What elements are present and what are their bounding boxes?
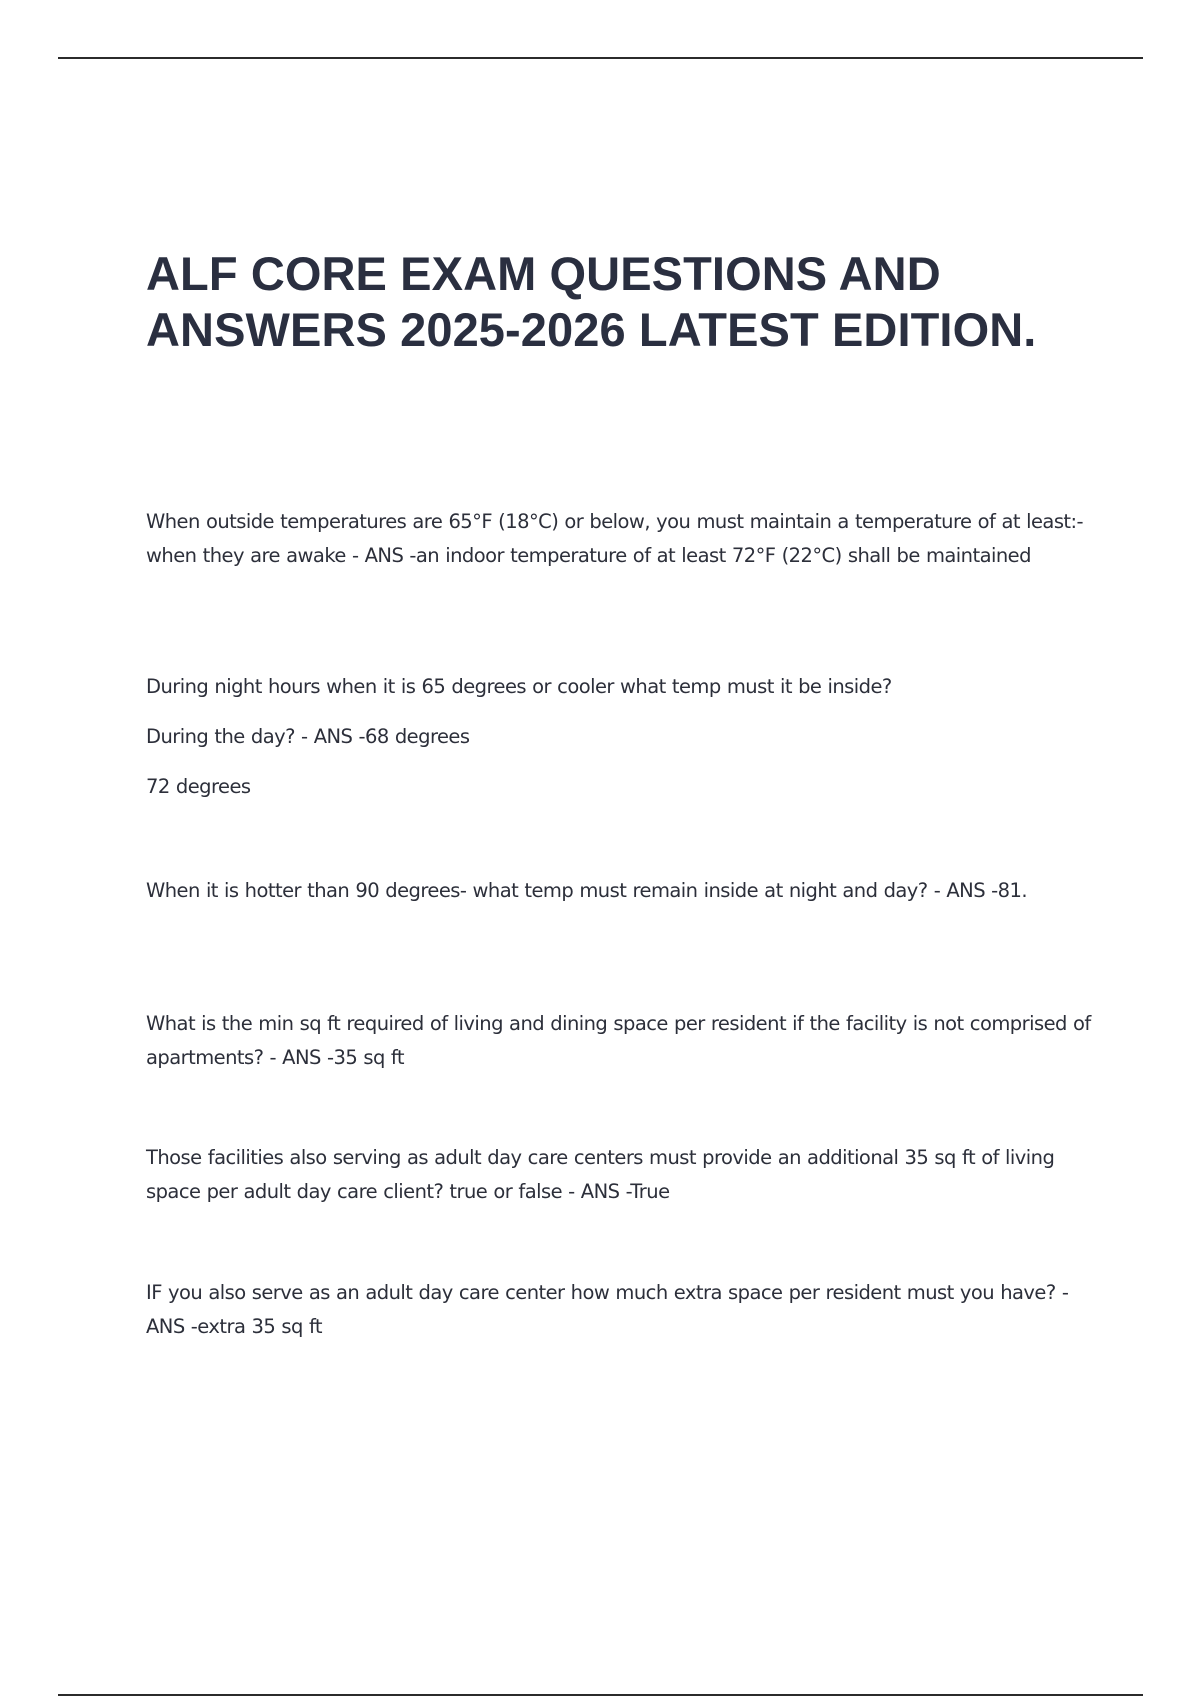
qa-item-6 [146, 1276, 1096, 1344]
qa-item-1 [146, 505, 1096, 573]
qa-text: When outside temperatures are 65°F (18°C) or below, you must maintain a temperature of at least:- when they are awake - ANS -an indoor temperature of at least 72°F (22°C) shall be maintained [146, 510, 1084, 567]
qa-text: What is the min sq ft required of living and dining space per resident if the facility is not comprised of apartments? - ANS -35 sq ft [146, 1012, 1091, 1069]
qa-item-5 [146, 1141, 1096, 1209]
bottom-divider [58, 1694, 1143, 1696]
qa-text: When it is hotter than 90 degrees- what temp must remain inside at night and day? - ANS -81. [146, 879, 1028, 902]
qa-item-2 [146, 670, 1096, 804]
qa-text: During night hours when it is 65 degrees or cooler what temp must it be inside? [146, 675, 892, 698]
qa-text: 72 degrees [146, 775, 251, 798]
top-divider [58, 57, 1143, 59]
qa-text: Those facilities also serving as adult day care centers must provide an additional 35 sq ft of living space per adult day care client? true or false - ANS -True [146, 1146, 1055, 1203]
qa-text: IF you also serve as an adult day care center how much extra space per resident must you have? - ANS -extra 35 sq ft [146, 1281, 1069, 1338]
qa-item-3 [146, 874, 1096, 908]
qa-item-4 [146, 1007, 1096, 1075]
document-title: ALF CORE EXAM QUESTIONS AND ANSWERS 2025-2026 LATEST EDITION. [146, 247, 1037, 356]
qa-text: During the day? - ANS -68 degrees [146, 725, 470, 748]
